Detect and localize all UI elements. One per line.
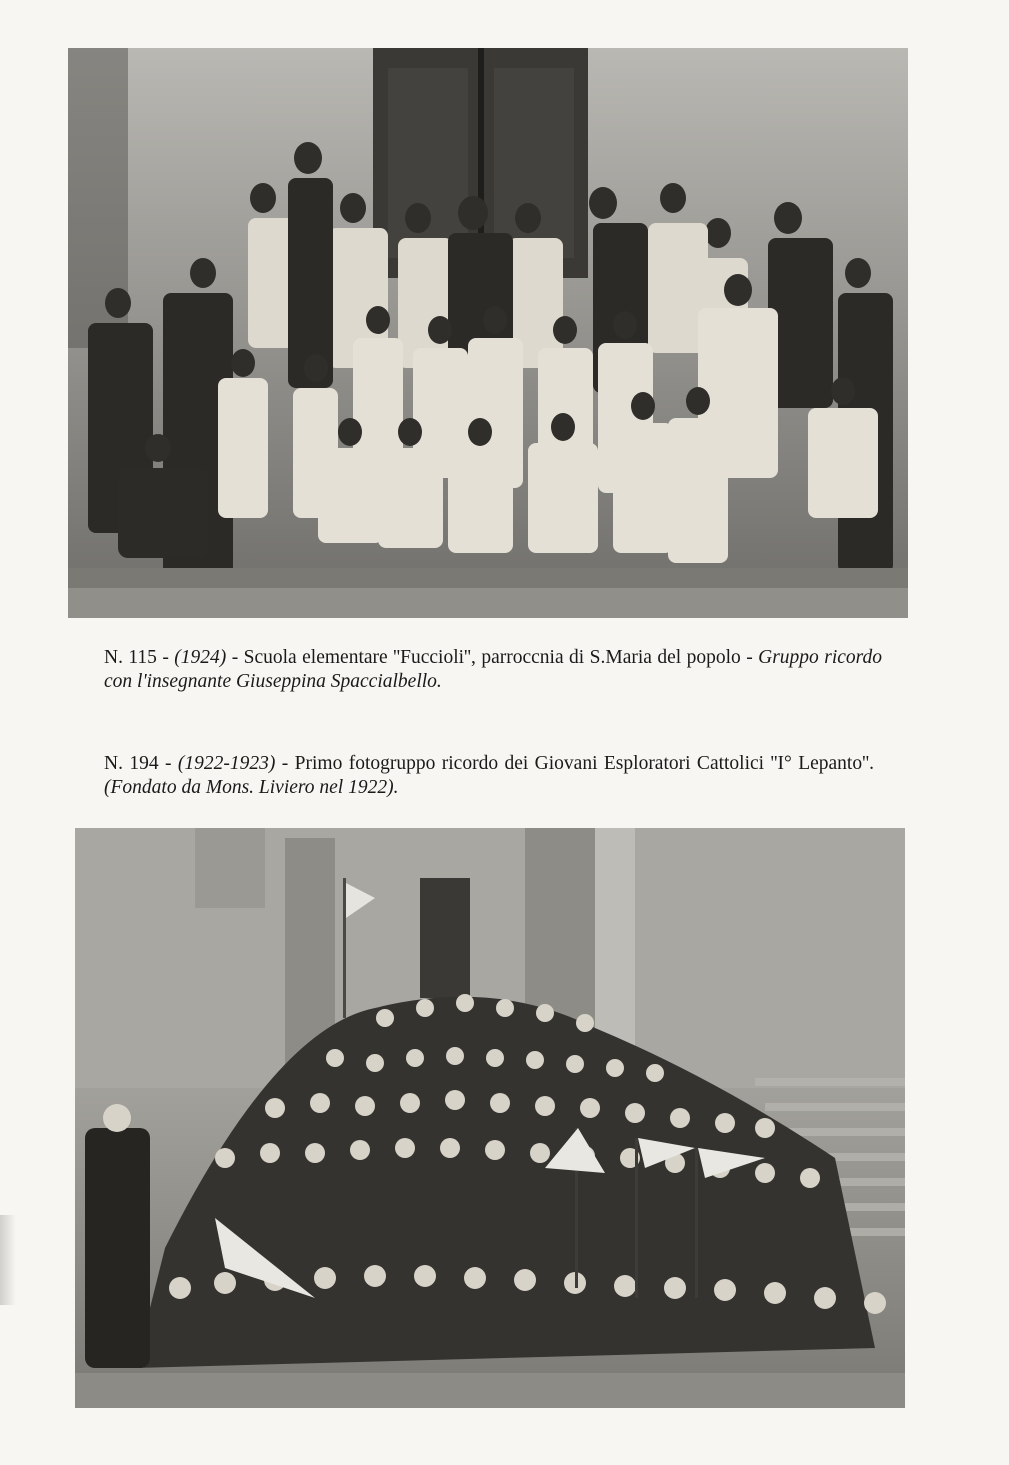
caption-separator: - [158, 753, 178, 774]
caption-text: Scuola elementare ''Fuccioli'', parroccnia di S.Maria del popolo [243, 647, 741, 668]
caption-text: Primo fotogruppo ricordo dei Giovani Esploratori Cattolici ''I° Lepanto''. [294, 753, 874, 774]
caption-separator: - [226, 647, 244, 668]
caption-number: N. 194 [104, 753, 159, 774]
photo-scouts-group [75, 828, 905, 1408]
caption-separator: - [275, 753, 295, 774]
scouts-group-photo-icon [75, 828, 905, 1408]
caption-separator: - [740, 647, 759, 668]
caption-italic-text: (Fondato da Mons. Liviero nel 1922). [104, 777, 399, 798]
caption-number: N. 115 [104, 647, 157, 668]
caption-separator: - [156, 647, 175, 668]
page-edge-shadow [0, 1215, 16, 1305]
caption-italic-text: Gruppo ricordo con l'insegnante Giuseppina Spaccialbello. [104, 647, 883, 692]
caption-year: (1922-1923) [177, 753, 276, 774]
school-group-photo-icon [68, 48, 908, 618]
caption-n115 [104, 646, 882, 694]
caption-year: (1924) [174, 647, 227, 668]
photo-school-group [68, 48, 908, 618]
caption-n194 [104, 752, 874, 800]
